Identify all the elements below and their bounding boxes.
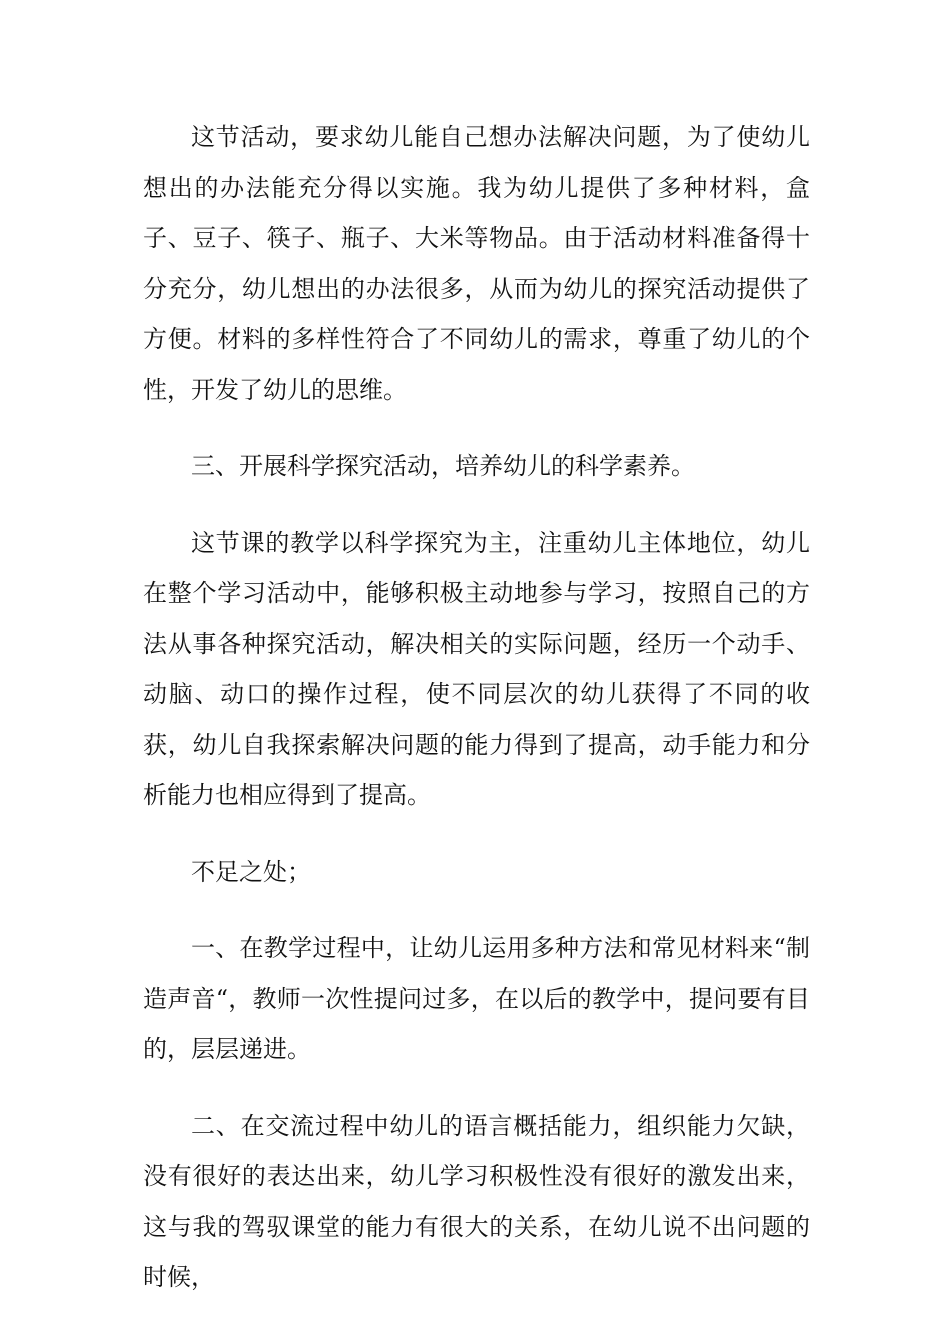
section-heading-science-inquiry: 三、开展科学探究活动，培养幼儿的科学素养。 <box>191 452 695 480</box>
paragraph-shortcoming-two: 二、在交流过程中幼儿的语言概括能力，组织能力欠缺，没有很好的表达出来，幼儿学习积极性没有很好的激发出来，这与我的驾驭课堂的能力有很大的关系，在幼儿说不出问题的时候， <box>143 1111 810 1291</box>
section-heading-shortcomings: 不足之处； <box>191 857 311 886</box>
paragraph-science-inquiry: 这节课的教学以科学探究为主，注重幼儿主体地位，幼儿在整个学习活动中，能够积极主动地参与学习，按照自己的方法从事各种探究活动，解决相关的实际问题，经历一个动手、动脑、动口的操作过程，使不同层次的幼儿获得了不同的收获，幼儿自我探索解决问题的能力得到了提高，动手能力和分析能力也相应得到了提高。 <box>143 528 810 809</box>
paragraph-shortcoming-one: 一、在教学过程中，让幼儿运用多种方法和常见材料来“制造声音“，教师一次性提问过多，在以后的教学中，提问要有目的，层层递进。 <box>143 934 810 1063</box>
paragraph-activity-materials: 这节活动，要求幼儿能自己想办法解决问题，为了使幼儿想出的办法能充分得以实施。我为幼儿提供了多种材料，盒子、豆子、筷子、瓶子、大米等物品。由于活动材料准备得十分充分，幼儿想出的办法很多，从而为幼儿的探究活动提供了方便。材料的多样性符合了不同幼儿的需求，尊重了幼儿的个性，开发了幼儿的思维。 <box>143 123 810 404</box>
document-body <box>143 112 810 1329</box>
